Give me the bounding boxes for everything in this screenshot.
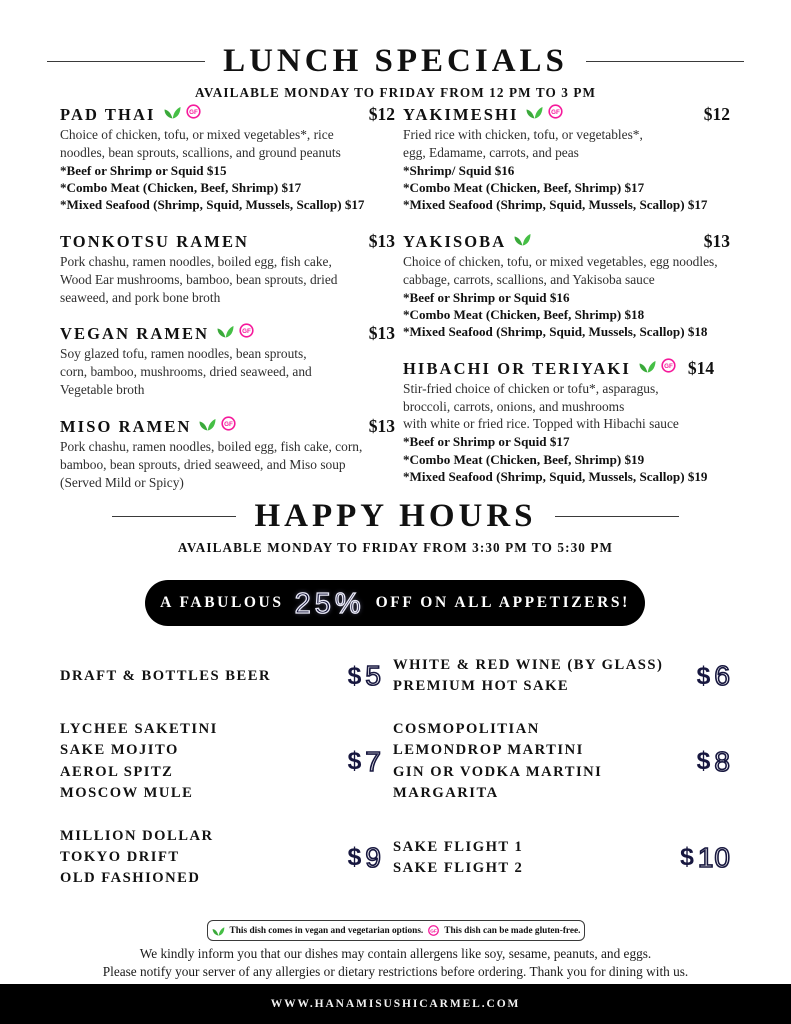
page-title: LUNCH SPECIALS <box>223 43 568 79</box>
dish-item <box>60 416 395 491</box>
dish-description-line: cabbage, carrots, scallions, and Yakisoba sauce <box>403 271 655 287</box>
vegan-leaf-icon <box>164 104 181 119</box>
dish-option-line: *Mixed Seafood (Shrimp, Squid, Mussels, Scallop) $17 <box>403 197 708 213</box>
dish-header <box>403 358 730 379</box>
dollar-sign-icon: $ <box>696 747 711 776</box>
drink-name: LEMONDROP MARTINI <box>393 742 584 759</box>
promo-banner <box>145 580 645 626</box>
gluten-free-icon <box>548 104 563 119</box>
drink-price <box>679 841 731 873</box>
gluten-free-icon <box>428 925 439 936</box>
dish-description-line: with white or fried rice. Topped with Hibachi sauce <box>403 416 679 432</box>
vegan-leaf-icon <box>217 323 234 338</box>
svg-text:GF: GF <box>430 929 438 935</box>
lunch-subtitle: AVAILABLE MONDAY TO FRIDAY FROM 12 PM TO 3 PM <box>194 85 597 100</box>
happy-hours-title: HAPPY HOURS <box>254 498 537 534</box>
dollar-sign-icon: $ <box>696 661 711 690</box>
dish-item <box>403 104 730 214</box>
lunch-specials-header <box>0 45 791 101</box>
vegan-leaf-icon <box>639 358 656 373</box>
promo-prefix: A FABULOUS <box>160 594 284 611</box>
drink-name: MOSCOW MULE <box>60 784 194 801</box>
drink-price <box>348 662 382 690</box>
drink-name-list <box>60 826 348 889</box>
dollar-sign-icon: $ <box>347 747 362 776</box>
gluten-free-icon <box>186 104 201 119</box>
dish-description-line: Vegetable broth <box>60 382 145 398</box>
drink-group <box>382 655 731 697</box>
svg-text:GF: GF <box>224 420 234 428</box>
dish-description-line: corn, bamboo, mushrooms, dried seaweed, and <box>60 364 312 380</box>
dish-header <box>60 231 395 252</box>
dish-header <box>60 416 395 437</box>
dish-option-line: *Shrimp/ Squid $16 <box>403 162 515 178</box>
drink-row <box>60 826 731 889</box>
dish-option-line: *Beef or Shrimp or Squid $16 <box>403 289 570 305</box>
drink-name: SAKE FLIGHT 2 <box>393 859 524 876</box>
drink-price <box>697 662 731 690</box>
vegan-leaf-icon <box>199 416 216 431</box>
lunch-right-column <box>395 104 730 508</box>
dish-description-line: Choice of chicken, tofu, or mixed vegetables, egg noodles, <box>403 253 718 269</box>
drink-price <box>347 745 382 777</box>
legend-vegan-text: This dish comes in vegan and vegetarian options. <box>229 925 424 936</box>
dollar-sign-icon: $ <box>347 661 362 690</box>
drink-price <box>696 745 731 777</box>
dish-description-line: Soy glazed tofu, ramen noodles, bean sprouts, <box>60 346 307 362</box>
dish-header <box>60 104 395 125</box>
drink-name: LYCHEE SAKETINI <box>60 721 218 738</box>
dish-item <box>60 323 395 398</box>
vegan-leaf-icon <box>514 231 531 246</box>
svg-text:GF: GF <box>664 362 673 370</box>
allergen-notice <box>0 945 791 982</box>
dish-option-line: *Combo Meat (Chicken, Beef, Shrimp) $18 <box>403 306 645 322</box>
drink-name: PREMIUM HOT SAKE <box>393 678 570 695</box>
drink-name: DRAFT & BOTTLES BEER <box>60 667 271 684</box>
dish-header <box>60 323 395 344</box>
dish-item <box>403 358 730 486</box>
dish-option-line: *Combo Meat (Chicken, Beef, Shrimp) $17 <box>403 180 645 196</box>
lunch-left-column <box>60 104 395 508</box>
gluten-free-icon <box>661 358 676 373</box>
footer-bar <box>0 984 791 1024</box>
drink-price-amount: 7 <box>365 745 382 777</box>
allergen-line-2: Please notify your server of any allergies or dietary restrictions before ordering. Thank you for dining with us. <box>102 964 689 980</box>
dish-description-line: Pork chashu, ramen noodles, boiled egg, fish cake, corn, <box>60 438 363 454</box>
dish-option-line: *Combo Meat (Chicken, Beef, Shrimp) $19 <box>403 451 645 467</box>
drink-group <box>60 719 382 804</box>
website-url[interactable]: WWW.HANAMISUSHICARMEL.COM <box>270 998 521 1010</box>
drink-name: GIN OR VODKA MARTINI <box>393 763 603 780</box>
dish-badges <box>164 104 201 119</box>
dish-price: $13 <box>368 415 395 436</box>
lunch-menu-grid <box>60 104 731 508</box>
dish-name: YAKIMESHI <box>403 105 519 124</box>
dish-header <box>403 104 730 125</box>
dollar-sign-icon: $ <box>347 843 362 872</box>
dietary-legend <box>207 920 585 941</box>
drink-price-amount: 5 <box>365 660 382 692</box>
drink-name: COSMOPOLITIAN <box>393 721 540 738</box>
svg-text:GF: GF <box>551 109 561 116</box>
dish-name: MISO RAMEN <box>60 416 192 436</box>
drink-group <box>382 719 731 804</box>
drink-price-amount: 10 <box>697 841 731 873</box>
drink-name: AEROL SPITZ <box>60 763 174 780</box>
header-rule-left <box>47 61 205 62</box>
header-rule-right <box>586 61 744 62</box>
dish-option-line: *Beef or Shrimp or Squid $15 <box>60 162 227 178</box>
svg-text:GF: GF <box>242 328 251 336</box>
dish-description-line: seaweed, and pork bone broth <box>60 289 221 305</box>
dish-badges <box>514 231 531 246</box>
dish-price: $13 <box>368 230 395 251</box>
dish-name: VEGAN RAMEN <box>60 324 210 344</box>
drink-name: SAKE MOJITO <box>60 742 179 759</box>
gluten-free-icon <box>221 416 236 431</box>
dish-description-line: Stir-fried choice of chicken or tofu*, asparagus, <box>403 380 659 396</box>
drink-name-list <box>393 719 697 804</box>
dish-description-line: (Served Mild or Spicy) <box>60 474 184 490</box>
happy-hours-subtitle: AVAILABLE MONDAY TO FRIDAY FROM 3:30 PM TO 5:30 PM <box>177 540 614 555</box>
dish-badges <box>199 416 236 431</box>
dish-description-line: Wood Ear mushrooms, bamboo, bean sprouts, dried <box>60 271 338 287</box>
drink-row <box>60 655 731 697</box>
dish-name: YAKISOBA <box>403 231 507 251</box>
dish-price: $13 <box>368 323 395 344</box>
dish-description-line: broccoli, carrots, onions, and mushrooms <box>403 398 625 414</box>
dish-option-line: *Mixed Seafood (Shrimp, Squid, Mussels, Scallop) $18 <box>403 324 708 340</box>
dish-name: TONKOTSU RAMEN <box>60 231 250 251</box>
drink-name: MARGARITA <box>393 784 499 801</box>
drink-name-list <box>393 655 697 697</box>
happy-hours-header <box>0 500 791 556</box>
dish-item <box>60 104 395 214</box>
drink-name-list <box>60 666 348 687</box>
drink-group <box>60 655 382 697</box>
dollar-sign-icon: $ <box>679 843 694 872</box>
drink-group <box>382 826 731 889</box>
dish-price: $12 <box>703 104 730 124</box>
dish-description-line: egg, Edamame, carrots, and peas <box>403 144 579 160</box>
dish-name: HIBACHI OR TERIYAKI <box>403 358 631 378</box>
happy-hours-drinks <box>60 655 731 911</box>
dish-item <box>403 231 730 341</box>
dish-option-line: *Beef or Shrimp or Squid $17 <box>403 434 570 450</box>
dish-option-line: *Mixed Seafood (Shrimp, Squid, Mussels, Scallop) $19 <box>403 469 708 485</box>
vegan-leaf-icon <box>526 104 543 119</box>
dish-badges <box>526 104 563 119</box>
vegan-leaf-icon <box>212 925 225 936</box>
dish-badges <box>639 358 676 373</box>
dish-option-line: *Mixed Seafood (Shrimp, Squid, Mussels, Scallop) $17 <box>60 197 365 213</box>
allergen-line-1: We kindly inform you that our dishes may contain allergens like soy, sesame, peanuts, and eggs. <box>139 946 652 961</box>
promo-percent: 25% <box>294 587 365 620</box>
dish-price: $12 <box>368 104 395 124</box>
dish-header <box>403 231 730 252</box>
dish-name: PAD THAI <box>60 105 156 124</box>
promo-suffix: OFF ON ALL APPETIZERS! <box>375 594 630 611</box>
dish-price: $13 <box>703 230 730 251</box>
dish-badges <box>217 323 254 338</box>
happy-rule-left <box>112 516 236 517</box>
drink-row <box>60 719 731 804</box>
dish-description-line: Pork chashu, ramen noodles, boiled egg, fish cake, <box>60 253 332 269</box>
dish-description-line: Fried rice with chicken, tofu, or vegetables*, <box>403 127 643 142</box>
drink-name-list <box>393 837 680 879</box>
gluten-free-icon <box>239 323 254 338</box>
drink-name-list <box>60 719 348 804</box>
drink-price <box>347 841 382 873</box>
dish-description-line: bamboo, bean sprouts, dried seaweed, and Miso soup <box>60 456 346 472</box>
drink-price-amount: 9 <box>365 841 382 873</box>
drink-name: OLD FASHIONED <box>60 870 201 887</box>
drink-name: WHITE & RED WINE (BY GLASS) <box>393 657 664 673</box>
drink-name: SAKE FLIGHT 1 <box>393 838 524 855</box>
drink-name: MILLION DOLLAR <box>60 827 214 844</box>
dish-description-line: Choice of chicken, tofu, or mixed vegetables*, rice <box>60 127 334 142</box>
dish-description-line: noodles, bean sprouts, scallions, and ground peanuts <box>60 144 341 160</box>
drink-group <box>60 826 382 889</box>
dish-item <box>60 231 395 306</box>
dish-option-line: *Combo Meat (Chicken, Beef, Shrimp) $17 <box>60 180 302 196</box>
legend-gf-text: This dish can be made gluten-free. <box>444 925 581 936</box>
dish-price: $14 <box>687 357 715 378</box>
svg-text:GF: GF <box>188 109 198 116</box>
happy-rule-right <box>555 516 679 517</box>
drink-price-amount: 6 <box>714 660 731 692</box>
drink-name: TOKYO DRIFT <box>60 849 180 866</box>
drink-price-amount: 8 <box>714 745 731 777</box>
